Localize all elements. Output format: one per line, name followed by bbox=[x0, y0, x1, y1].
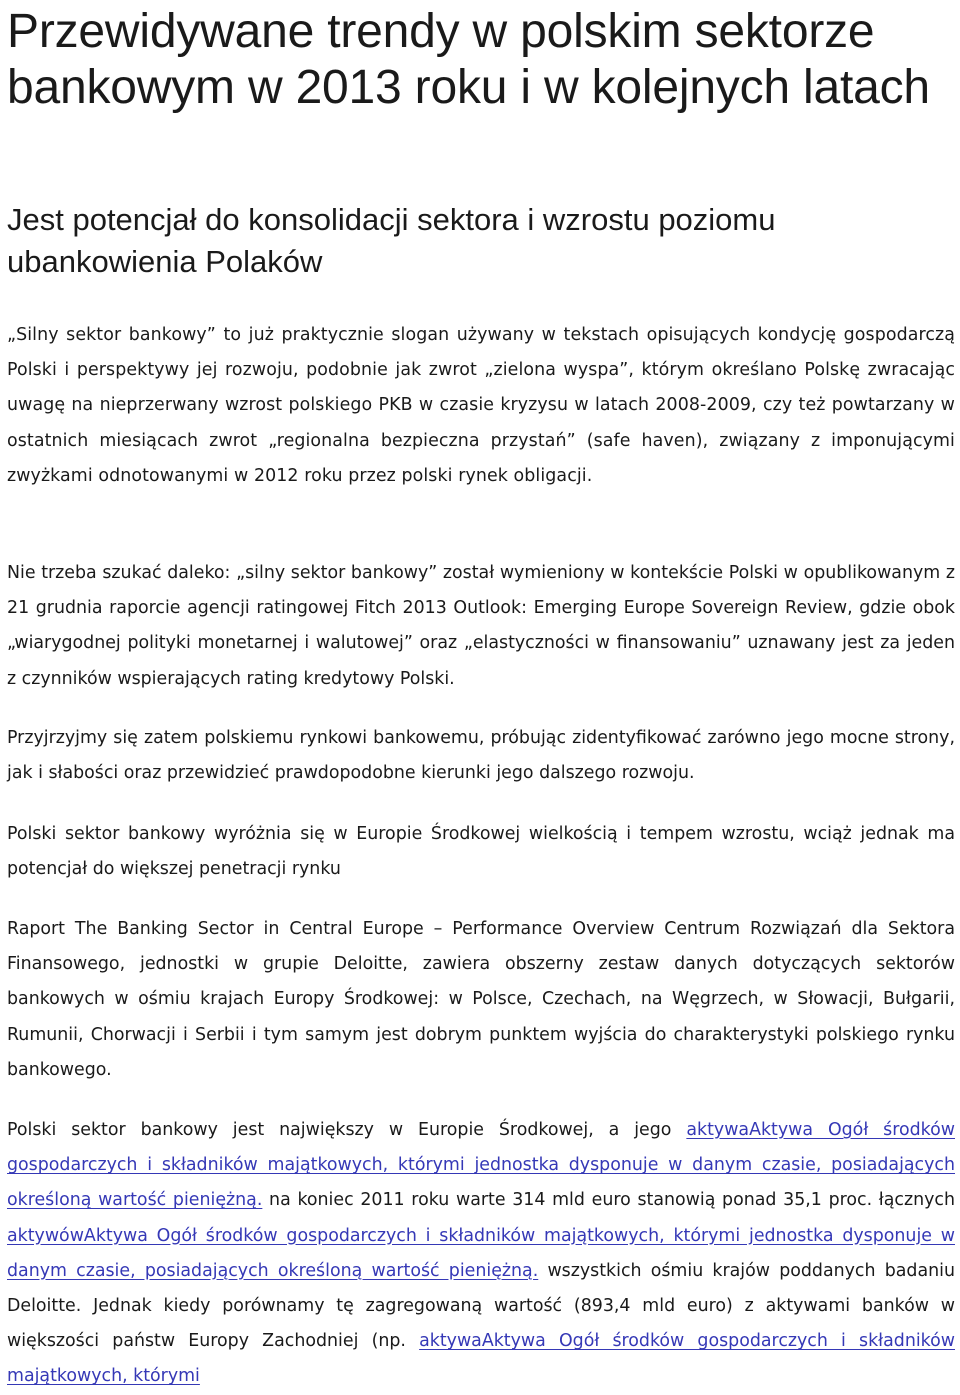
article-title: Przewidywane trendy w polskim sektorze bankowym w 2013 roku i w kolejnych latach bbox=[7, 5, 930, 114]
paragraph-intro: „Silny sektor bankowy” to już praktycznie slogan używany w tekstach opisujących kondycję gospodarczą Polski i perspektywy jej rozwoju, podobnie jak zwrot „zielona wyspa”, którym określano Polskę zwracając uwagę na nieprzerwany wzrost polskiego PKB w czasie kryzysu w latach 2008-2009, czy też powtarzany w ostatnich miesiącach zwrot „regionalna bezpieczna przystań” (safe haven), związany z imponującymi zwyżkami odnotowanymi w 2012 roku przez polski rynek obligacji. bbox=[7, 325, 955, 486]
glossary-link-aktywa-2[interactable]: aktywaAktywa Ogół środków gospodarczych i składników majątkowych, którymi bbox=[7, 1331, 955, 1387]
assets-text-1: Polski sektor bankowy jest największy w Europie Środkowej, a jego bbox=[7, 1120, 687, 1140]
article-subtitle: Jest potencjał do konsolidacji sektora i wzrostu poziomu ubankowienia Polaków bbox=[7, 202, 776, 279]
paragraph-deloitte-report: Raport The Banking Sector in Central Europe – Performance Overview Centrum Rozwiązań dla Sektora Finansowego, jednostki w grupie Deloitte, zawiera obszerny zestaw danych dotyczących sektorów bankowych w ośmiu krajach Europy Środkowej: w Polsce, Czechach, na Węgrzech, w Słowacji, Bułgarii, Rumunii, Chorwacji i Serbii i tym samym jest dobrym punktem wyjścia do charakterystyki polskiego rynku bankowego. bbox=[7, 919, 955, 1080]
paragraph-analysis: Przyjrzyjmy się zatem polskiemu rynkowi bankowemu, próbując zidentyfikować zarówno jego mocne strony, jak i słabości oraz przewidzieć prawdopodobne kierunki jego dalszego rozwoju. bbox=[7, 728, 955, 784]
paragraph-fitch: Nie trzeba szukać daleko: „silny sektor bankowy” został wymieniony w kontekście Polski w opublikowanym z 21 grudnia raporcie agencji ratingowej Fitch 2013 Outlook: Emerging Europe Sovereign Review, gdzie obok „wiarygodnej polityki monetarnej i walutowej” oraz „elastyczności w finansowaniu” uznawany jest za jeden z czynników wspierających rating kredytowy Polski. bbox=[7, 563, 955, 689]
paragraph-assets bbox=[7, 1113, 955, 1395]
assets-text-3: wszystkich ośmiu krajów poddanych badaniu Deloitte. Jednak kiedy porównamy tę zagregowaną wartość (893,4 mld euro) z aktywami banków w większości państw Europy Zachodniej (np. bbox=[7, 1260, 955, 1352]
assets-text-2: na koniec 2011 roku warte 314 mld euro stanowią ponad 35,1 proc. łącznych bbox=[262, 1190, 955, 1211]
glossary-link-aktywow[interactable]: aktywówAktywa Ogół środków gospodarczych i składników majątkowych, którymi jednostka dysponuje w danym czasie, posiadających określoną wartość pieniężną. bbox=[7, 1225, 955, 1281]
paragraph-section-lead: Polski sektor bankowy wyróżnia się w Europie Środkowej wielkością i tempem wzrostu, wciąż jednak ma potencjał do większej penetracji rynku bbox=[7, 824, 955, 880]
glossary-link-aktywa[interactable]: aktywaAktywa Ogół środków gospodarczych i składników majątkowych, którymi jednostka dysponuje w danym czasie, posiadających określoną wartość pieniężną. bbox=[7, 1120, 955, 1211]
